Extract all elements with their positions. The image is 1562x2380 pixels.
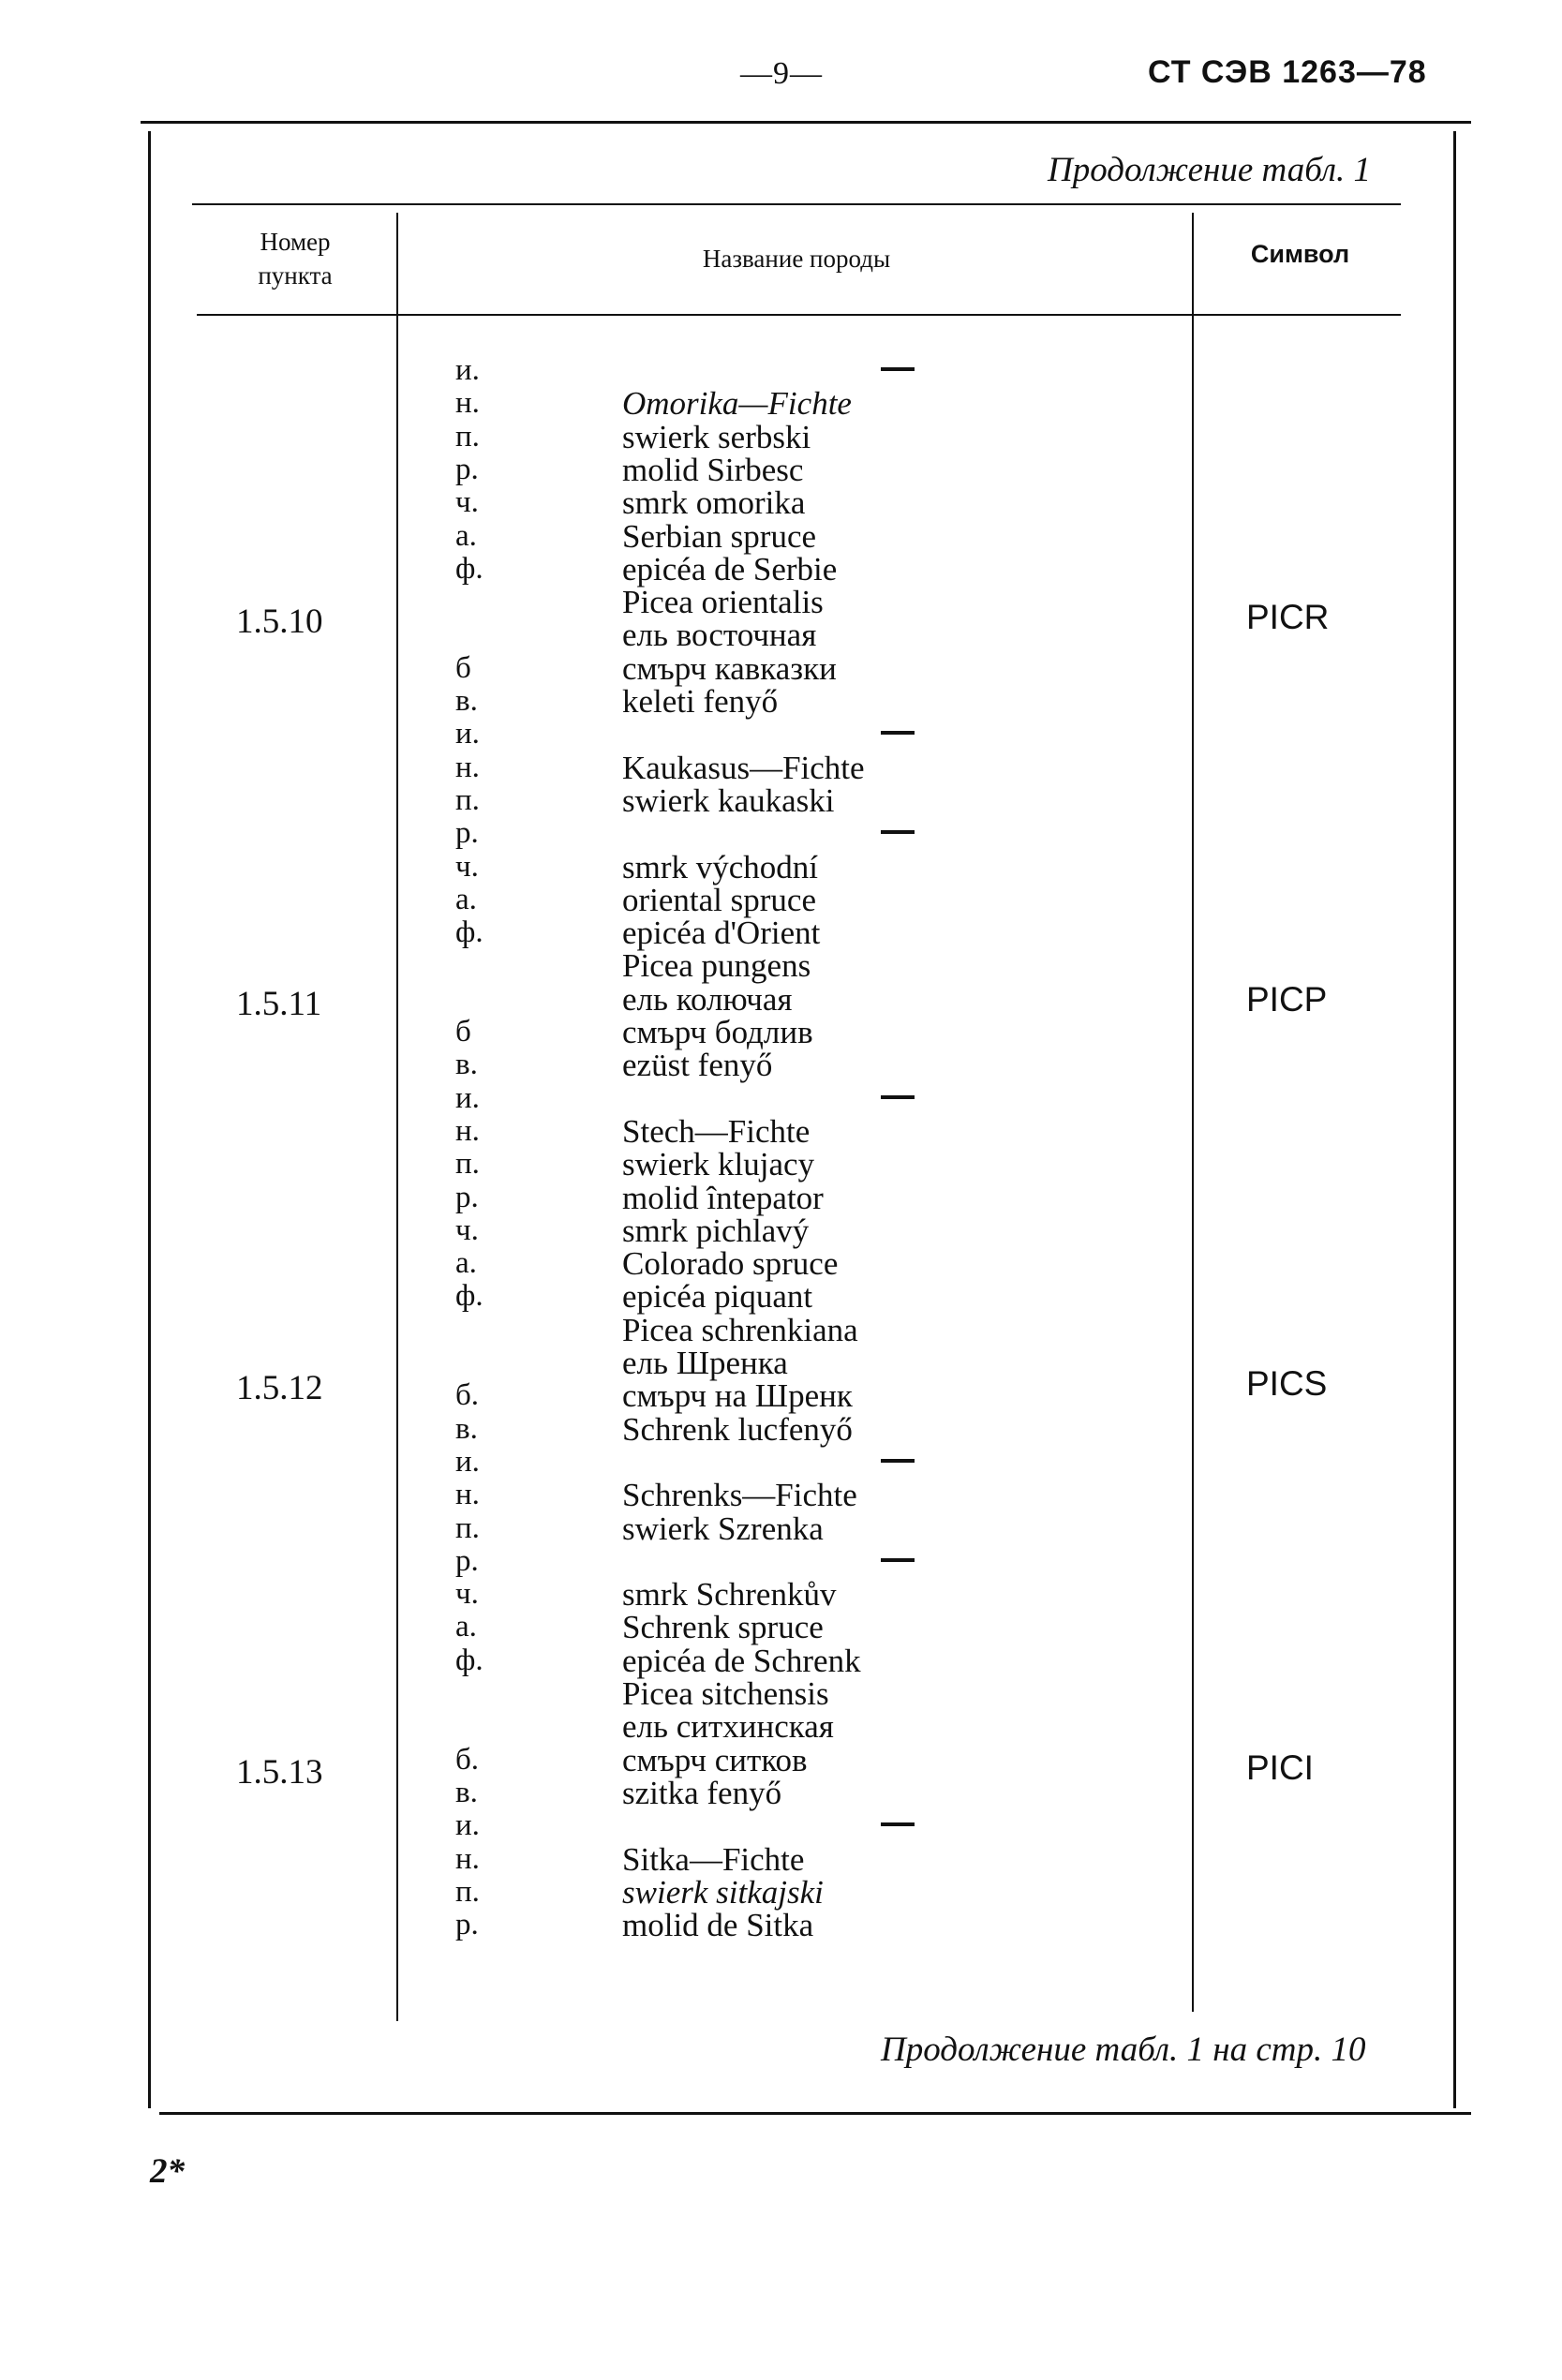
language-code: б. xyxy=(455,1378,480,1413)
species-name: swierk kaukaski xyxy=(622,781,835,819)
species-name: Colorado spruce xyxy=(622,1245,839,1283)
language-code: н. xyxy=(455,1841,480,1876)
col-head-number: Номер пункта xyxy=(258,228,333,290)
species-name: smrk omorika xyxy=(622,484,806,522)
language-code: ч. xyxy=(455,1212,479,1247)
point-number: 1.5.11 xyxy=(236,985,322,1023)
species-name: Schrenk lucfenyő xyxy=(622,1410,853,1448)
species-name: keleti fenyő xyxy=(622,683,779,720)
language-code: р. xyxy=(455,1908,479,1942)
species-name: molid Sirbesc xyxy=(622,451,804,488)
col-head-name: Название породы xyxy=(702,245,891,273)
language-code: б xyxy=(455,650,471,685)
species-name: Schrenk spruce xyxy=(622,1609,824,1646)
language-code: ф. xyxy=(455,551,483,586)
point-number: 1.5.10 xyxy=(236,602,323,641)
point-number: 1.5.12 xyxy=(236,1369,323,1407)
language-code: и. xyxy=(455,1808,480,1843)
species-name: Serbian spruce xyxy=(622,517,817,555)
language-code: в. xyxy=(455,1048,478,1082)
language-code: р. xyxy=(455,816,479,851)
language-code: ч. xyxy=(455,1577,479,1612)
language-code: в. xyxy=(455,1411,478,1446)
language-code: п. xyxy=(455,782,480,817)
species-name: oriental spruce xyxy=(622,881,816,918)
language-code: и. xyxy=(455,1444,480,1479)
species-name: Omorika—Fichte xyxy=(622,385,852,423)
point-symbol: PICS xyxy=(1246,1364,1328,1403)
language-code: и. xyxy=(455,353,480,387)
language-code: а. xyxy=(455,882,477,916)
species-name: swierk serbski xyxy=(622,418,811,455)
species-name: swierk sitkajski xyxy=(622,1873,824,1911)
signature-mark: 2* xyxy=(150,2152,185,2191)
point-symbol: PICI xyxy=(1246,1748,1314,1787)
dash-mark xyxy=(881,1095,915,1099)
species-name: смърч на Шренк xyxy=(622,1377,853,1415)
language-code: ф. xyxy=(455,1279,483,1314)
species-name: Picea schrenkiana xyxy=(622,1311,858,1348)
species-name: Picea sitchensis xyxy=(622,1675,829,1712)
language-code: п. xyxy=(455,1874,480,1909)
point-symbol: PICR xyxy=(1246,598,1330,636)
language-code: р. xyxy=(455,1543,479,1578)
language-code: н. xyxy=(455,1478,480,1512)
species-name: smrk Schrenkův xyxy=(622,1576,837,1614)
point-number: 1.5.13 xyxy=(236,1753,323,1792)
dash-mark xyxy=(881,731,915,735)
language-code: ч. xyxy=(455,485,479,520)
language-code: и. xyxy=(455,1080,480,1115)
language-code: н. xyxy=(455,750,480,784)
species-name: swierk klujacy xyxy=(622,1146,815,1183)
language-code: н. xyxy=(455,386,480,421)
standard-code: СТ СЭВ 1263—78 xyxy=(1148,54,1427,90)
dash-mark xyxy=(881,1459,915,1463)
species-name: szitka fenyő xyxy=(622,1774,782,1811)
language-code: п. xyxy=(455,1147,480,1182)
species-name: swierk Szrenka xyxy=(622,1510,824,1547)
species-name: ель восточная xyxy=(622,617,817,654)
language-code: ф. xyxy=(455,1643,483,1677)
dash-mark xyxy=(881,1558,915,1562)
species-name: Sitka—Fichte xyxy=(622,1840,805,1878)
language-code: а. xyxy=(455,518,477,553)
dash-mark xyxy=(881,367,915,371)
point-symbol: PICP xyxy=(1246,980,1328,1019)
language-code: п. xyxy=(455,1510,480,1545)
page-number: —9— xyxy=(740,56,823,91)
species-name: смърч кавказки xyxy=(622,649,837,687)
species-name: ель Шренка xyxy=(622,1345,788,1381)
language-code: ч. xyxy=(455,849,479,884)
continuation-bottom: Продолжение табл. 1 на стр. 10 xyxy=(881,2030,1366,2069)
language-code: р. xyxy=(455,452,479,486)
language-code: в. xyxy=(455,684,478,718)
language-code: б xyxy=(455,1015,471,1049)
language-code: н. xyxy=(455,1113,480,1148)
bottom-rule xyxy=(159,2112,1471,2115)
dash-mark xyxy=(881,830,915,834)
species-name: epicéa piquant xyxy=(622,1278,813,1316)
language-code: ф. xyxy=(455,915,483,950)
species-name: Kaukasus—Fichte xyxy=(622,749,865,786)
species-name: Schrenks—Fichte xyxy=(622,1477,857,1514)
language-code: п. xyxy=(455,419,480,454)
species-name: ель колючая xyxy=(622,980,793,1018)
language-code: а. xyxy=(455,1246,477,1281)
species-name: epicéa d'Orient xyxy=(622,915,821,952)
species-name: ель ситхинская xyxy=(622,1708,834,1746)
species-name: Picea orientalis xyxy=(622,584,824,621)
language-code: в. xyxy=(455,1775,478,1809)
language-code: и. xyxy=(455,717,480,751)
language-code: р. xyxy=(455,1180,479,1214)
species-name: smrk východní xyxy=(622,848,819,885)
language-code: б. xyxy=(455,1742,480,1777)
language-code: а. xyxy=(455,1610,477,1644)
species-name: смърч ситков xyxy=(622,1741,808,1778)
species-name: ezüst fenyő xyxy=(622,1047,773,1084)
species-name: epicéa de Schrenk xyxy=(622,1642,861,1679)
species-name: molid de Sitka xyxy=(622,1907,814,1944)
species-name: смърч бодлив xyxy=(622,1014,813,1050)
dash-mark xyxy=(881,1822,915,1826)
species-name: Stech—Fichte xyxy=(622,1112,811,1150)
species-name: smrk pichlavý xyxy=(622,1212,810,1249)
col-head-symbol: Символ xyxy=(1250,240,1350,268)
continuation-top: Продолжение табл. 1 xyxy=(1048,151,1372,189)
species-name: epicéa de Serbie xyxy=(622,550,838,588)
species-name: Picea pungens xyxy=(622,947,811,985)
species-name: molid întepator xyxy=(622,1179,824,1216)
